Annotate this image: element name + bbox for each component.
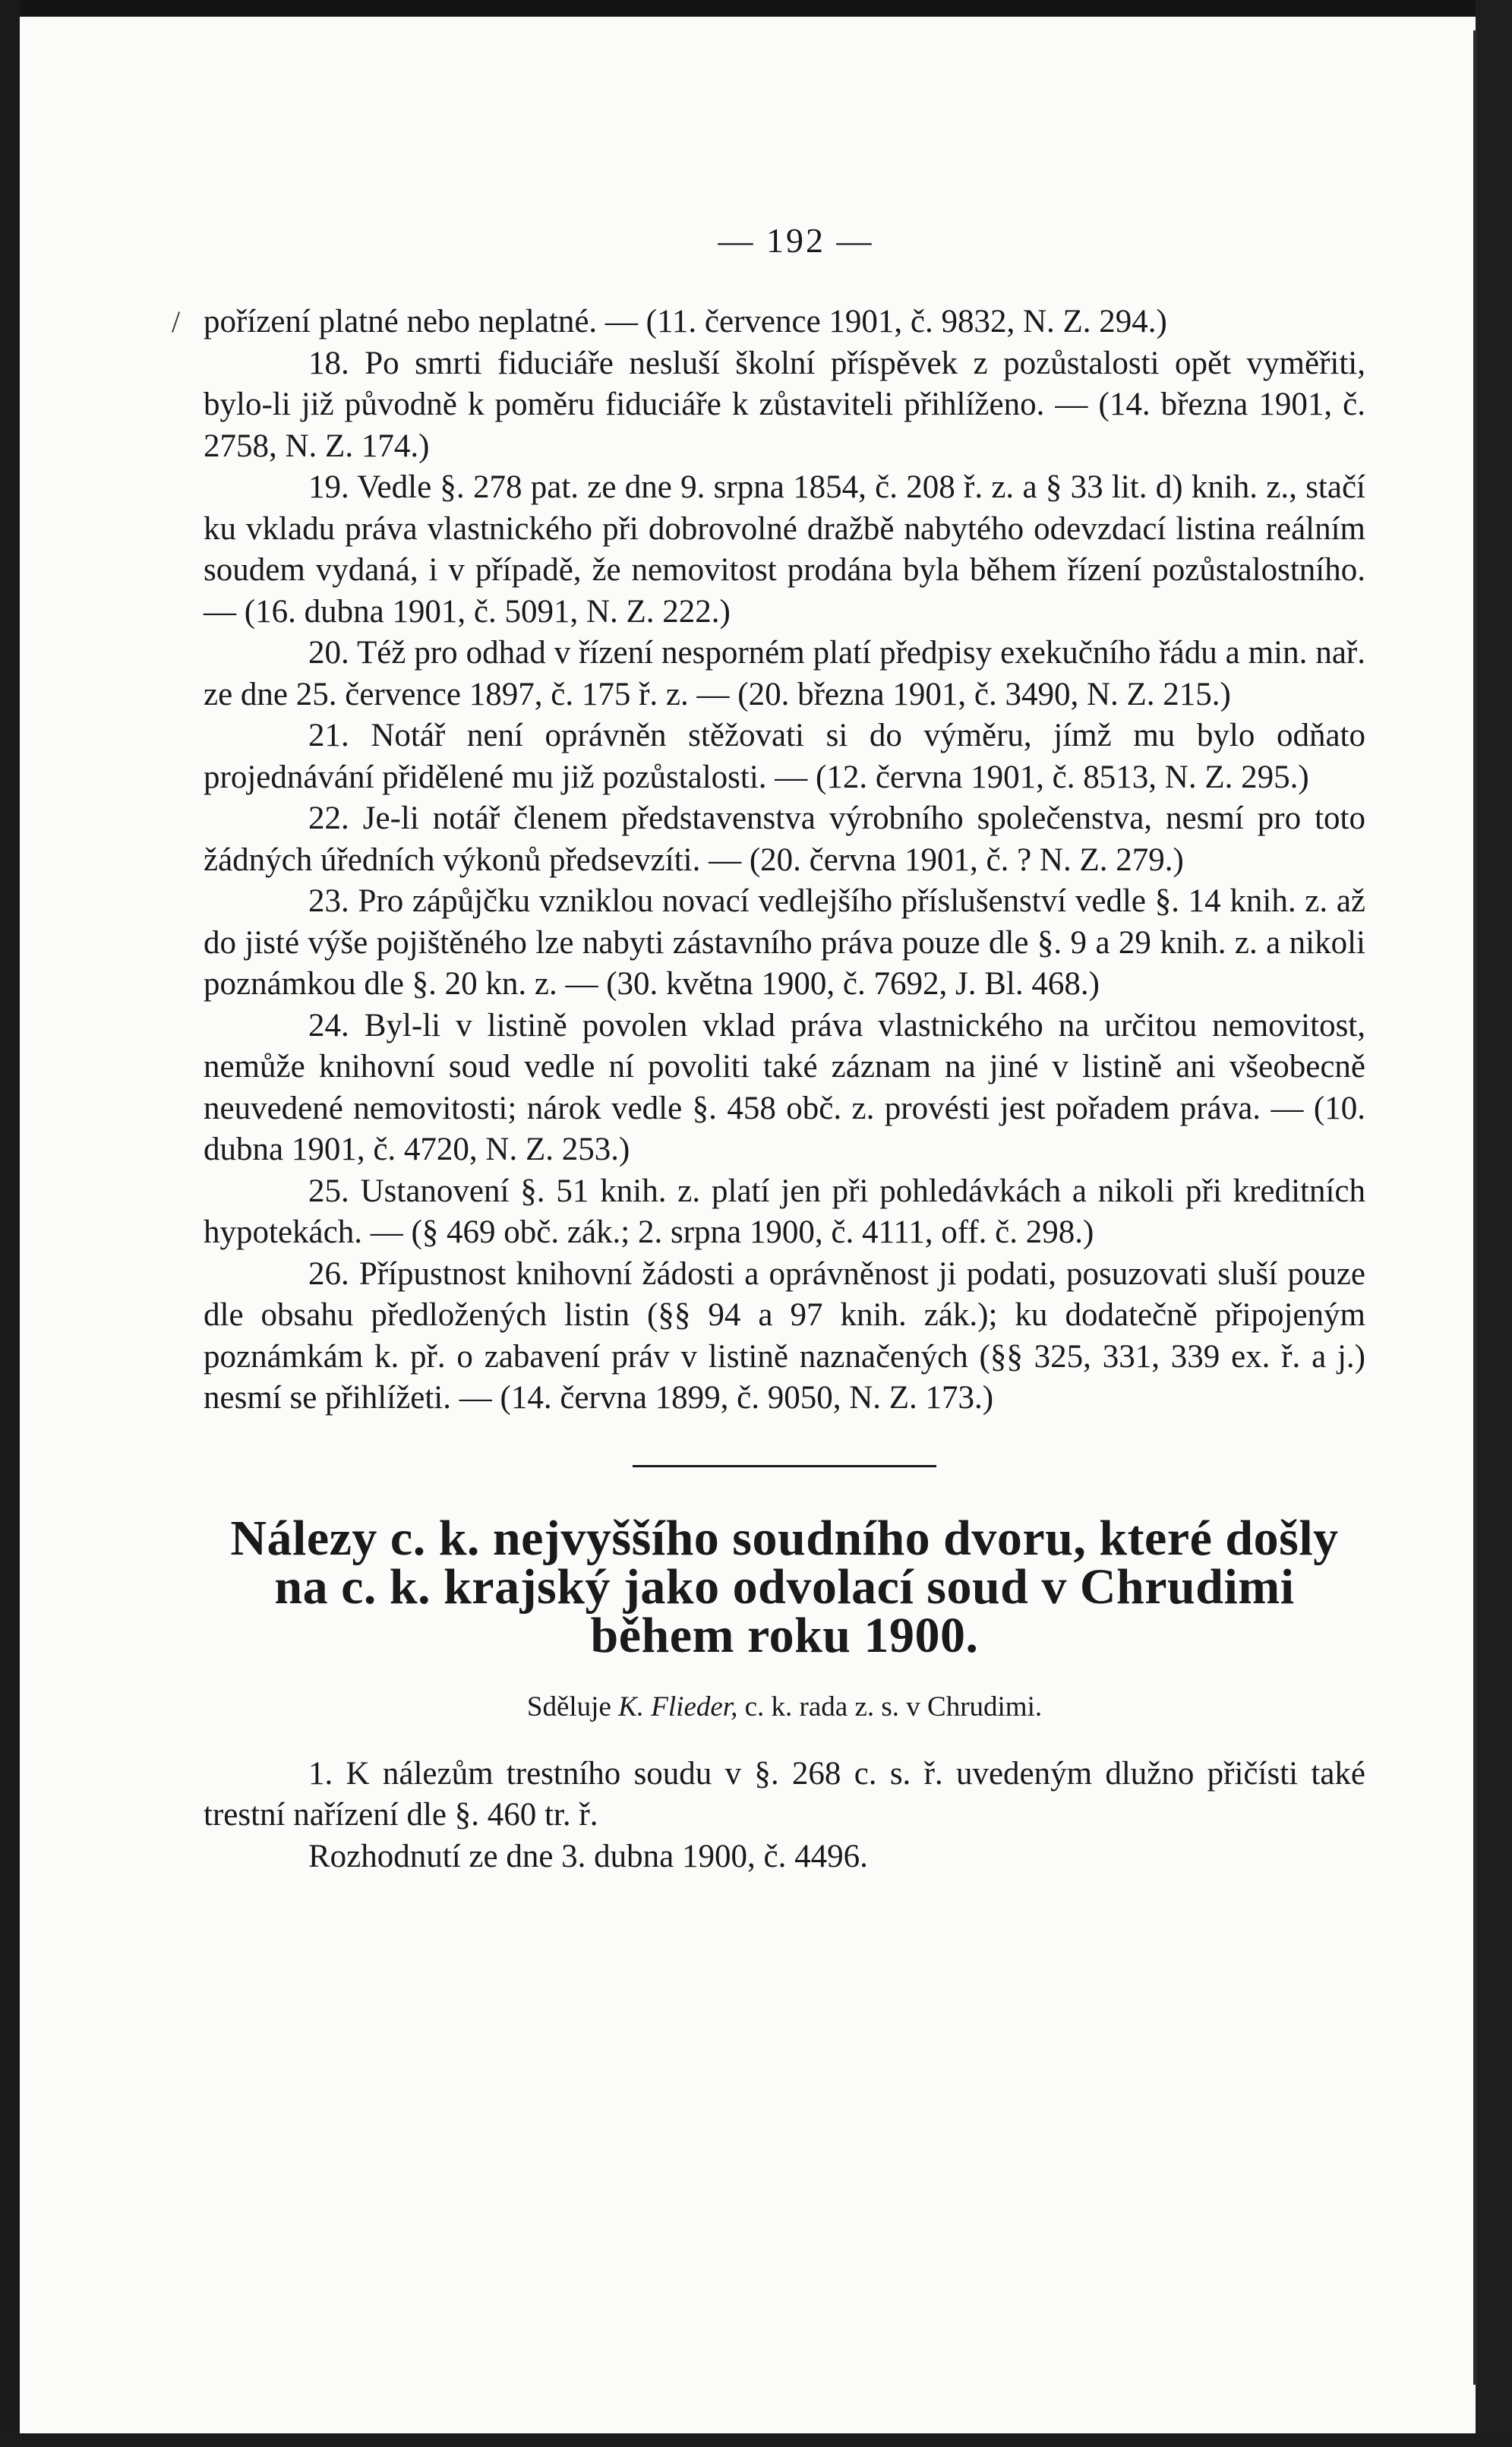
paragraph-21: 21. Notář není oprávněn stěžovati si do výměru, jímž mu bylo odňato projednávání přidělené mu již pozůstalosti. — (12. června 1901, č. 8513, N. Z. 295.) [204,718,1365,795]
section-body [204,1754,1365,1878]
page-content [172,220,1365,1877]
paragraph-23: 23. Pro zápůjčku vzniklou novací vedlejšího příslušenství vedle §. 14 knih. z. až do jisté výše pojištěného lze nabyti zástavního práva pouze dle §. 9 a 29 knih. z. a nikoli poznámkou dle §. 20 kn. z. — (30. května 1900, č. 7692, J. Bl. 468.) [204,883,1365,1002]
paragraph-24: 24. Byl-li v listině povolen vklad práva vlastnického na určitou nemovitost, nemůže knihovní soud vedle ní povoliti také záznam na jiné v listině ani všeobecně neuvedené nemovitosti; nárok vedle §. 458 obč. z. provésti jest pořadem práva. — (10. dubna 1901, č. 4720, N. Z. 253.) [204,1007,1365,1167]
scan-edge-left [0,0,20,2447]
scan-edge-line [1473,30,1477,2385]
scan-edge-right [1476,0,1512,2447]
paragraph-18: 18. Po smrti fiduciáře nesluší školní příspěvek z pozůstalosti opět vyměřiti, bylo-li již původně k poměru fiduciáře k zůstaviteli přihlíženo. — (14. března 1901, č. 2758, N. Z. 174.) [204,345,1365,464]
paragraph-20: 20. Též pro odhad v řízení nesporném platí předpisy exekučního řádu a min. nař. ze dne 25. července 1897, č. 175 ř. z. — (20. března 1901, č. 3490, N. Z. 215.) [204,635,1365,712]
scan-edge-bottom [0,2433,1512,2447]
byline [204,1691,1365,1723]
section-divider [633,1465,936,1467]
section-paragraph-1: 1. K nálezům trestního soudu v §. 268 c. s. ř. uvedeným dlužno přičísti také trestní nařízení dle §. 460 tr. ř. [204,1755,1365,1833]
page-number: — 192 — [718,221,874,260]
paragraph-continued: pořízení platné nebo neplatné. — (11. července 1901, č. 9832, N. Z. 294.) [204,304,1167,339]
byline-author: K. Flieder, [618,1691,738,1722]
paragraph-25: 25. Ustanovení §. 51 knih. z. platí jen při pohledávkách a nikoli při kreditních hypotekách. — (§ 469 obč. zák.; 2. srpna 1900, č. 4111, off. č. 298.) [204,1173,1365,1250]
paragraph-26: 26. Přípustnost knihovní žádosti a oprávněnost ji podati, posuzovati sluší pouze dle obsahu předložených listin (§§ 94 a 97 knih. zák.); ku dodatečně připojeným poznámkám k. př. o zabavení práv v listině naznačených (§§ 325, 331, 339 ex. ř. a j.) nesmí se přihlížeti. — (14. června 1899, č. 9050, N. Z. 173.) [204,1255,1365,1416]
section-decision-ref: Rozhodnutí ze dne 3. dubna 1900, č. 4496. [308,1838,868,1874]
paragraph-19: 19. Vedle §. 278 pat. ze dne 9. srpna 1854, č. 208 ř. z. a § 33 lit. d) knih. z., stačí ku vkladu práva vlastnického při dobrovolné dražbě nabytého odevzdací listina reálním soudem vydaná, i v případě, že nemovitost prodána byla během řízení pozůstalostního. — (16. dubna 1901, č. 5091, N. Z. 222.) [204,469,1365,630]
case-list [172,302,1365,1419]
byline-prefix: Sděluje [526,1691,611,1722]
scan-edge-top [0,0,1512,17]
section-title: Nálezy c. k. nejvyššího soudního dvoru, které došly na c. k. krajský jako odvolací soud v Chrudimi během roku 1900. [230,1510,1339,1663]
margin-mark: / [172,305,181,339]
paragraph-22: 22. Je-li notář členem představenstva výrobního společenstva, nesmí pro toto žádných úředních výkonů předsevzíti. — (20. června 1901, č. ? N. Z. 279.) [204,800,1365,878]
byline-suffix: c. k. rada z. s. v Chrudimi. [744,1691,1043,1722]
